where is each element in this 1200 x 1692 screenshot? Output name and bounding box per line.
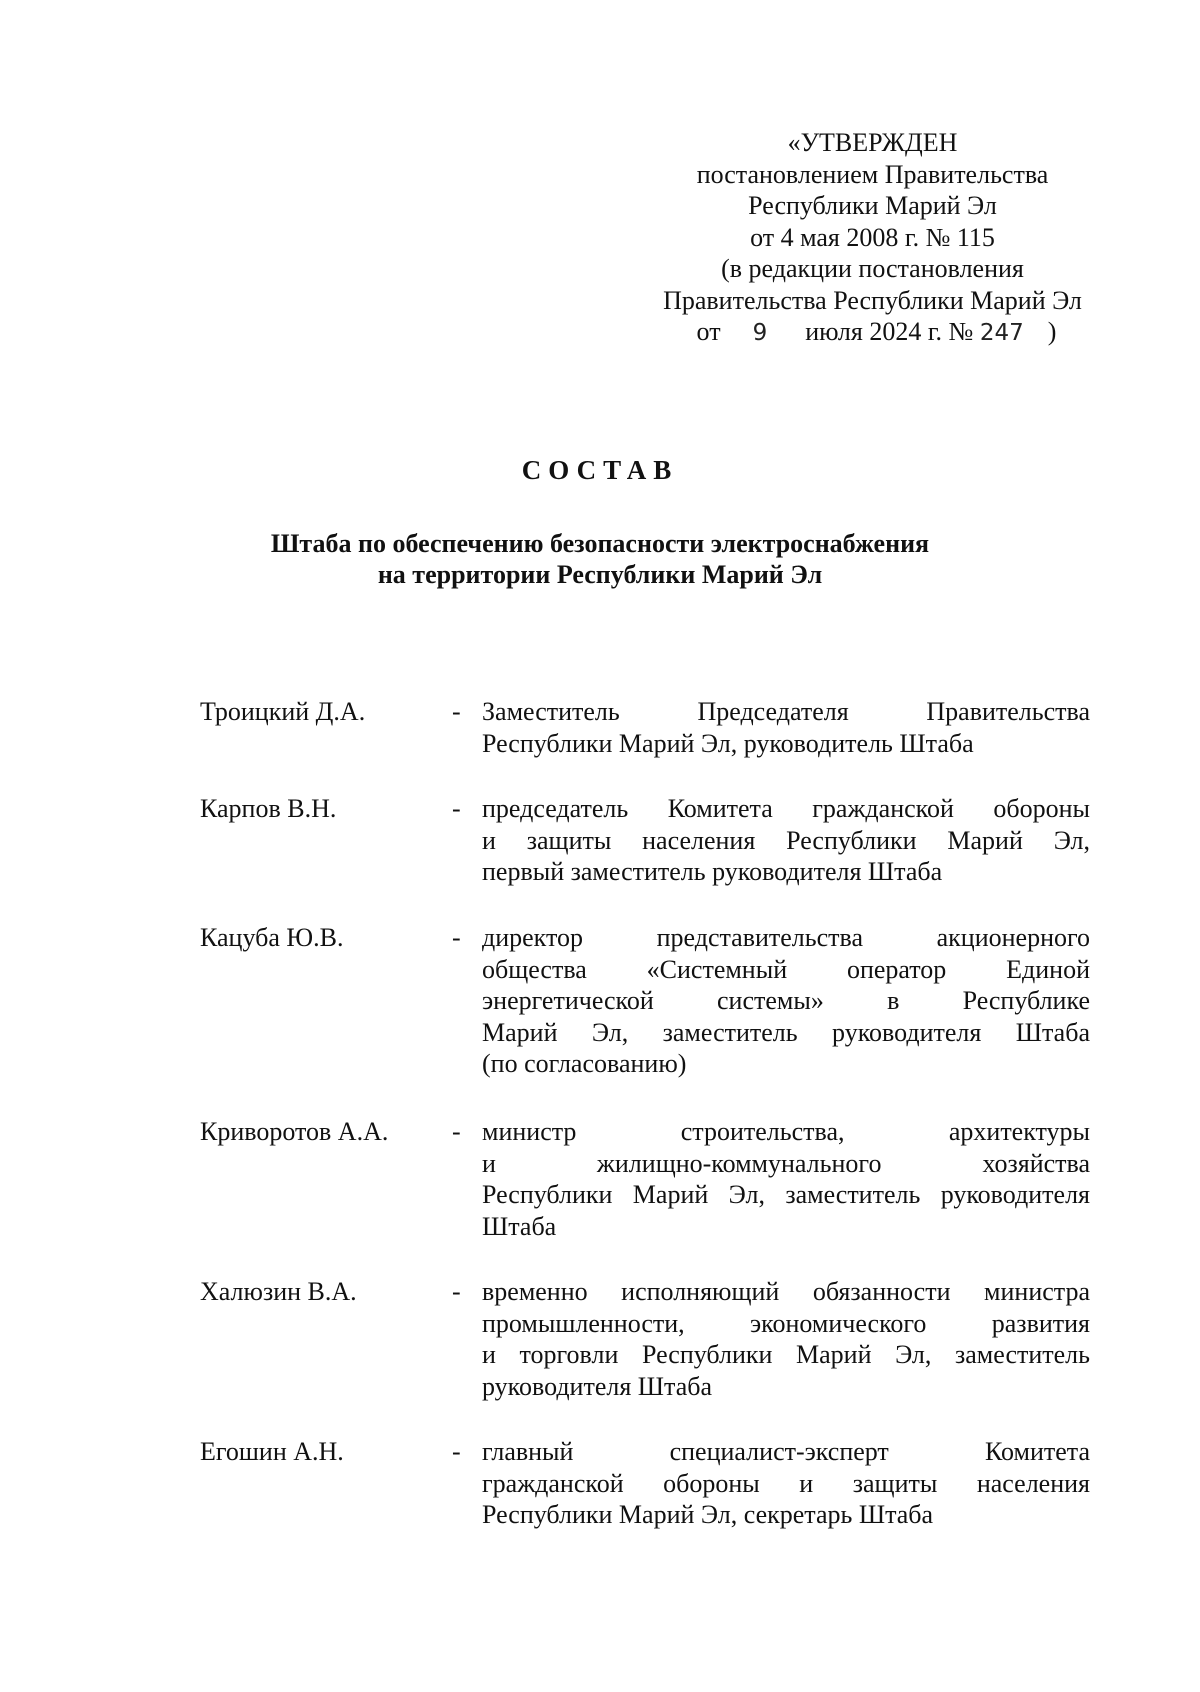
role-line: Республики Марий Эл, руководитель Штаба [482,728,974,758]
member-name: Карпов В.Н. [200,794,337,823]
role-line: гражданской обороны и защиты населения [482,1468,1090,1498]
role-line: и защиты населения Республики Марий Эл, [482,825,1090,855]
member-name: Троицкий Д.А. [200,697,366,726]
role-line: первый заместитель руководителя Штаба [482,857,943,886]
role-line: и жилищно-коммунального хозяйства [482,1148,1090,1178]
role-line: промышленности, экономического развития [482,1308,1090,1338]
document-number-handwritten: 247 [979,320,1024,346]
role-line: Штаба [482,1211,557,1241]
member-role [482,922,1090,1080]
date-day-handwritten: 9 [752,320,768,346]
document-subtitle [150,528,1050,590]
role-line: руководителя Штаба [482,1371,713,1401]
approval-date-line [600,316,1145,350]
approval-line: от 4 мая 2008 г. № 115 [750,222,995,252]
role-line: временно исполняющий обязанности министра [482,1277,1090,1306]
approval-line: Республики Марий Эл [748,191,997,220]
role-line: Заместитель Председателя Правительства [482,697,1090,726]
approval-line: «УТВЕРЖДЕН [787,128,958,157]
member-dash: - [452,697,461,726]
role-line: Марий Эл, заместитель руководителя Штаба [482,1017,1090,1047]
date-from-label: от [696,317,721,346]
role-line: Республики Марий Эл, заместитель руководителя [482,1180,1090,1209]
role-line: общества «Системный оператор Единой [482,954,1090,984]
member-role [482,1116,1090,1242]
role-line: энергетической системы» в Республике [482,986,1090,1015]
member-name: Халюзин В.А. [200,1277,357,1306]
member-dash: - [452,1437,461,1466]
member-dash: - [452,1277,461,1306]
subtitle-line: на территории Республики Марий Эл [377,560,823,589]
member-name: Криворотов А.А. [200,1117,389,1146]
member-dash: - [452,794,461,823]
role-line: Республики Марий Эл, секретарь Штаба [482,1500,934,1529]
member-role [482,696,1090,759]
role-line: директор представительства акционерного [482,923,1090,952]
role-line: и торговли Республики Марий Эл, заместитель [482,1340,1090,1369]
member-role [482,793,1090,888]
approval-line: (в редакции постановления [721,254,1024,283]
role-line: министр строительства, архитектуры [482,1117,1090,1146]
approval-line: постановлением Правительства [696,159,1049,189]
date-closing-paren: ) [1047,317,1057,346]
subtitle-line: Штаба по обеспечению безопасности электроснабжения [270,529,930,558]
approval-line: Правительства Республики Марий Эл [663,285,1082,315]
member-dash: - [452,923,461,952]
date-month-year: июля 2024 г. № [805,317,974,346]
member-role [482,1276,1090,1402]
member-role [482,1436,1090,1531]
member-name: Егошин А.Н. [200,1437,344,1466]
role-line: председатель Комитета гражданской обороны [482,794,1090,823]
role-line: главный специалист-эксперт Комитета [482,1437,1090,1466]
document-title: СОСТАВ [521,455,679,485]
role-line: (по согласованию) [482,1049,687,1078]
member-dash: - [452,1117,461,1146]
approval-block [600,127,1145,350]
member-name: Кацуба Ю.В. [200,923,344,952]
